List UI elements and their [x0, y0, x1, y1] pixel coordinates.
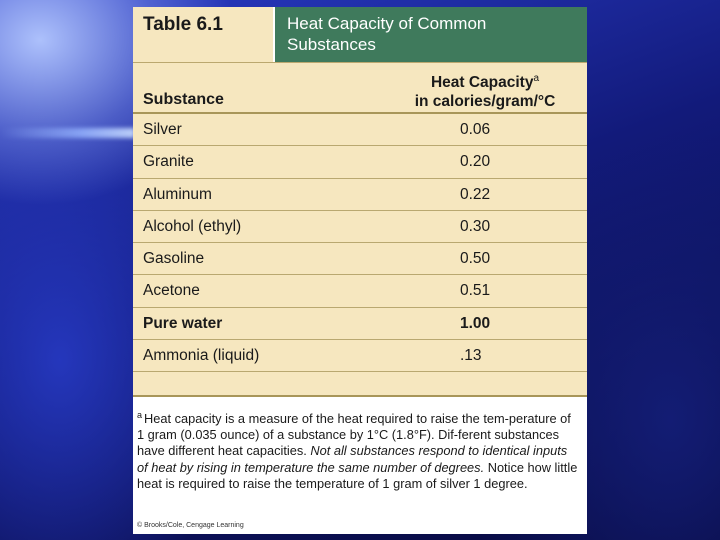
substance-cell: Pure water	[143, 314, 223, 332]
table-title: Heat Capacity of Common Substances	[275, 7, 587, 62]
table-row	[133, 179, 587, 211]
heat-capacity-header-line1: Heat Capacity	[430, 74, 534, 91]
table-row	[133, 275, 587, 307]
background-light-streak	[0, 128, 135, 138]
table-row	[133, 340, 587, 372]
substance-cell: Granite	[143, 153, 194, 171]
substance-column-header: Substance	[143, 91, 224, 108]
table-row	[133, 211, 587, 243]
table-bottom-spacer	[133, 372, 587, 397]
footnote-text-italic: Not all substances respond to identical inputs of heat by rising in temperature the same number of degrees.	[137, 443, 568, 475]
heat-capacity-cell: 1.00	[460, 314, 491, 332]
heat-capacity-cell: .13	[460, 347, 482, 365]
substance-cell: Gasoline	[143, 250, 205, 268]
table-row	[133, 308, 587, 340]
table-card	[133, 7, 587, 534]
table-row	[133, 146, 587, 178]
heat-capacity-cell: 0.20	[460, 153, 491, 171]
heat-capacity-cell: 0.22	[460, 185, 491, 203]
heat-capacity-cell: 0.51	[460, 282, 491, 300]
heat-capacity-cell: 0.50	[460, 250, 491, 268]
table-body	[133, 114, 587, 372]
table-number-label: Table 6.1	[133, 7, 273, 62]
substance-cell: Acetone	[143, 282, 200, 300]
table-row	[133, 114, 587, 146]
copyright-credit: © Brooks/Cole, Cengage Learning	[137, 522, 244, 529]
substance-cell: Ammonia (liquid)	[143, 347, 260, 365]
footnote-marker: a	[533, 73, 540, 84]
table-title-row	[133, 7, 587, 62]
heat-capacity-header-line2: in calories/gram/°C	[414, 93, 556, 110]
footnote-marker: a	[137, 410, 143, 420]
substance-cell: Alcohol (ethyl)	[143, 217, 242, 235]
heat-capacity-column-header	[395, 69, 575, 111]
footnote-text-part1: Heat capacity is a measure of the heat required to raise the tem-perature of 1 gram (0.035 ounce) of a substance by 1°C (1.8°F). Dif-ferent substances have different heat capacities.	[137, 411, 571, 459]
table-footnote	[137, 407, 581, 492]
table-row	[133, 243, 587, 275]
substance-cell: Silver	[143, 121, 182, 138]
heat-capacity-cell: 0.06	[460, 121, 491, 138]
footnote-text-part2: Notice how little heat is required to raise the temperature of 1 gram of silver 1 degree.	[137, 459, 578, 491]
heat-capacity-cell: 0.30	[460, 217, 491, 235]
substance-cell: Aluminum	[143, 185, 212, 203]
table-header-row	[133, 62, 587, 114]
